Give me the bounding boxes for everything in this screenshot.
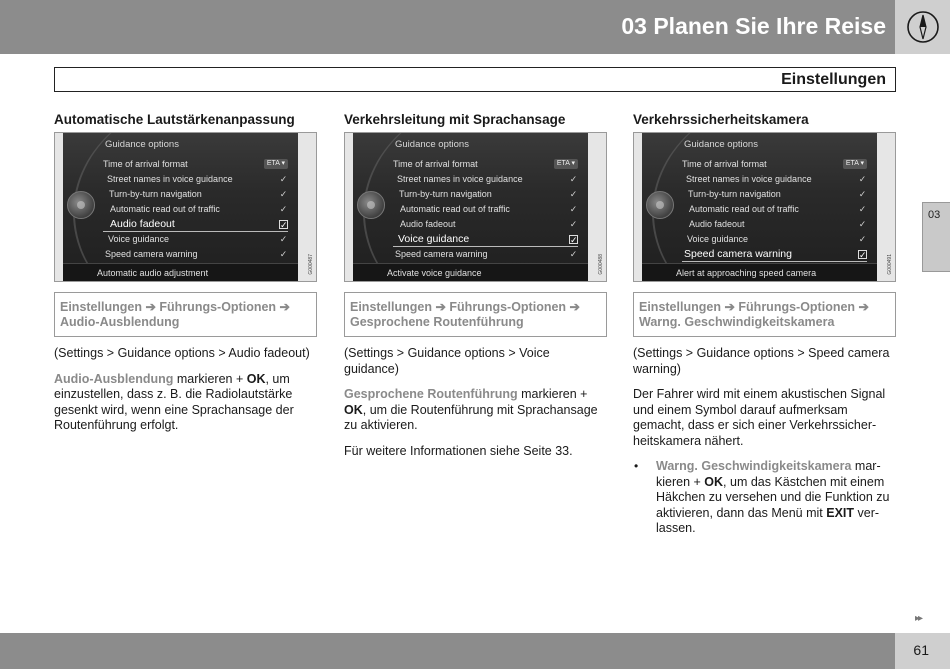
checkbox-icon: ✓ — [858, 174, 867, 184]
arrow-right-icon: ➔ — [569, 300, 581, 314]
screen-image — [344, 132, 607, 282]
checkbox-icon: ✓ — [570, 235, 578, 245]
checkbox-icon: ✓ — [569, 174, 578, 184]
menu-row-selected: Voice guidance ✓ — [393, 232, 578, 247]
checkbox-icon: ✓ — [569, 189, 578, 199]
checkbox-icon: ✓ — [858, 189, 867, 199]
screen-header: Guidance options — [105, 139, 179, 150]
instruction-paragraph: Audio-Ausblendung markieren + OK, um einzustellen, dass z. B. die Radiolautstärke gesenkt wird, wenn eine Sprachansage der Routenführung erfolgt. — [54, 371, 294, 432]
eta-dropdown: ETA ▾ — [843, 159, 867, 169]
checkbox-icon: ✓ — [279, 204, 288, 214]
menu-row: Time of arrival format ETA ▾ — [682, 157, 867, 172]
menu-row: Street names in voice guidance ✓ — [107, 174, 288, 184]
column-heading: Verkehrsleitung mit Sprachansage — [344, 112, 566, 127]
screen-display — [353, 133, 588, 282]
page-number-box — [895, 633, 950, 669]
section-bar — [54, 67, 896, 92]
more-info-paragraph: Für weitere Informationen siehe Seite 33. — [344, 443, 573, 458]
checkbox-icon: ✓ — [569, 219, 578, 229]
eta-dropdown: ETA ▾ — [554, 159, 578, 169]
arrow-right-icon: ➔ — [858, 300, 870, 314]
arrow-right-icon: ➔ — [724, 300, 735, 314]
checkbox-icon: ✓ — [569, 249, 578, 259]
arrow-right-icon: ➔ — [435, 300, 446, 314]
arrow-right-icon: ➔ — [279, 300, 291, 314]
settings-path-text: (Settings > Guidance options > Audio fadeout) — [54, 346, 310, 360]
checkbox-icon: ✓ — [858, 234, 867, 244]
bullet-icon: • — [634, 459, 639, 473]
menu-row: Speed camera warning ✓ — [105, 249, 288, 259]
checkbox-icon: ✓ — [859, 250, 867, 260]
menu-row-selected: Audio fadeout ✓ — [103, 217, 288, 232]
menu-row: Audio fadeout ✓ — [400, 219, 578, 229]
menu-row: Time of arrival format ETA ▾ — [103, 157, 288, 172]
column-audio-fadeout — [54, 111, 317, 434]
screen-menu — [682, 157, 867, 262]
instruction-paragraph: Gesprochene Routenführung markieren + OK, um die Routenführung mit Sprachansage zu aktivieren. — [344, 387, 598, 432]
image-code: G000488 — [598, 254, 604, 275]
arrow-right-icon: ➔ — [145, 300, 156, 314]
screen-menu — [103, 157, 288, 262]
screen-footer: Automatic audio adjustment — [63, 263, 298, 282]
settings-path-text: (Settings > Guidance options > Voice guidance) — [344, 346, 550, 376]
menu-path-box: Einstellungen ➔ Führungs-Optionen ➔ Audio-Ausblendung — [54, 292, 317, 337]
menu-row: Turn-by-turn navigation ✓ — [109, 189, 288, 199]
section-title: Einstellungen — [781, 71, 886, 88]
menu-row: Turn-by-turn navigation ✓ — [399, 189, 578, 199]
menu-row: Voice guidance ✓ — [687, 234, 867, 244]
screen-image — [633, 132, 896, 282]
menu-path-box: Einstellungen ➔ Führungs-Optionen ➔ Gesprochene Routenführung — [344, 292, 607, 337]
screen-footer: Activate voice guidance — [353, 263, 588, 282]
menu-row: Automatic read out of traffic ✓ — [110, 204, 288, 214]
checkbox-icon: ✓ — [569, 204, 578, 214]
image-code: G000491 — [887, 254, 893, 275]
footer-band — [0, 633, 895, 669]
menu-row: Street names in voice guidance ✓ — [686, 174, 867, 184]
screen-footer: Alert at approaching speed camera — [642, 263, 877, 282]
checkbox-icon: ✓ — [279, 174, 288, 184]
menu-path-box: Einstellungen ➔ Führungs-Optionen ➔ Warng. Geschwindigkeitskamera — [633, 292, 896, 337]
menu-row: Voice guidance ✓ — [108, 234, 288, 244]
page-number: 61 — [913, 642, 929, 658]
column-heading: Automatische Lautstärkenanpassung — [54, 112, 295, 127]
menu-row: Street names in voice guidance ✓ — [397, 174, 578, 184]
screen-menu — [393, 157, 578, 262]
chapter-tab-label: 03 — [928, 209, 941, 221]
checkbox-icon: ✓ — [280, 220, 288, 230]
checkbox-icon: ✓ — [858, 204, 867, 214]
menu-row: Time of arrival format ETA ▾ — [393, 157, 578, 172]
bullet-item: • Warng. Geschwindigkeitskamera mar-kieren + OK, um das Kästchen mit einem Häkchen zu versehen und die Funktion zu aktivieren, dann das Menü mit EXIT ver-lassen. — [634, 459, 890, 535]
screen-display — [642, 133, 877, 282]
description-paragraph: Der Fahrer wird mit einem akustischen Signal und einem Symbol darauf aufmerksam gemacht, dass er sich einer Verkehrssicher-heitskamera nähert. — [633, 387, 886, 448]
chapter-title: 03 Planen Sie Ihre Reise — [621, 13, 886, 39]
menu-row: Turn-by-turn navigation ✓ — [688, 189, 867, 199]
checkbox-icon: ✓ — [858, 219, 867, 229]
menu-row: Automatic read out of traffic ✓ — [400, 204, 578, 214]
screen-header: Guidance options — [395, 139, 469, 150]
eta-dropdown: ETA ▾ — [264, 159, 288, 169]
column-voice-guidance — [344, 111, 607, 459]
menu-row: Automatic read out of traffic ✓ — [689, 204, 867, 214]
settings-path-text: (Settings > Guidance options > Speed camera warning) — [633, 346, 890, 376]
compass-icon — [906, 10, 940, 44]
checkbox-icon: ✓ — [279, 249, 288, 259]
column-heading: Verkehrssicherheitskamera — [633, 112, 809, 127]
chapter-tab[interactable] — [922, 202, 950, 272]
control-knob-icon — [646, 191, 674, 219]
menu-row: Audio fadeout ✓ — [689, 219, 867, 229]
checkbox-icon: ✓ — [279, 234, 288, 244]
next-page-arrows-icon: ▸▸ — [915, 613, 922, 624]
menu-row-selected: Speed camera warning ✓ — [684, 248, 867, 260]
screen-header: Guidance options — [684, 139, 758, 150]
column-speed-camera — [633, 111, 896, 537]
compass-box — [895, 0, 950, 54]
image-code: G000487 — [308, 254, 314, 275]
control-knob-icon — [67, 191, 95, 219]
checkbox-icon: ✓ — [279, 189, 288, 199]
screen-display — [63, 133, 298, 282]
menu-row: Speed camera warning ✓ — [395, 249, 578, 259]
control-knob-icon — [357, 191, 385, 219]
screen-image — [54, 132, 317, 282]
